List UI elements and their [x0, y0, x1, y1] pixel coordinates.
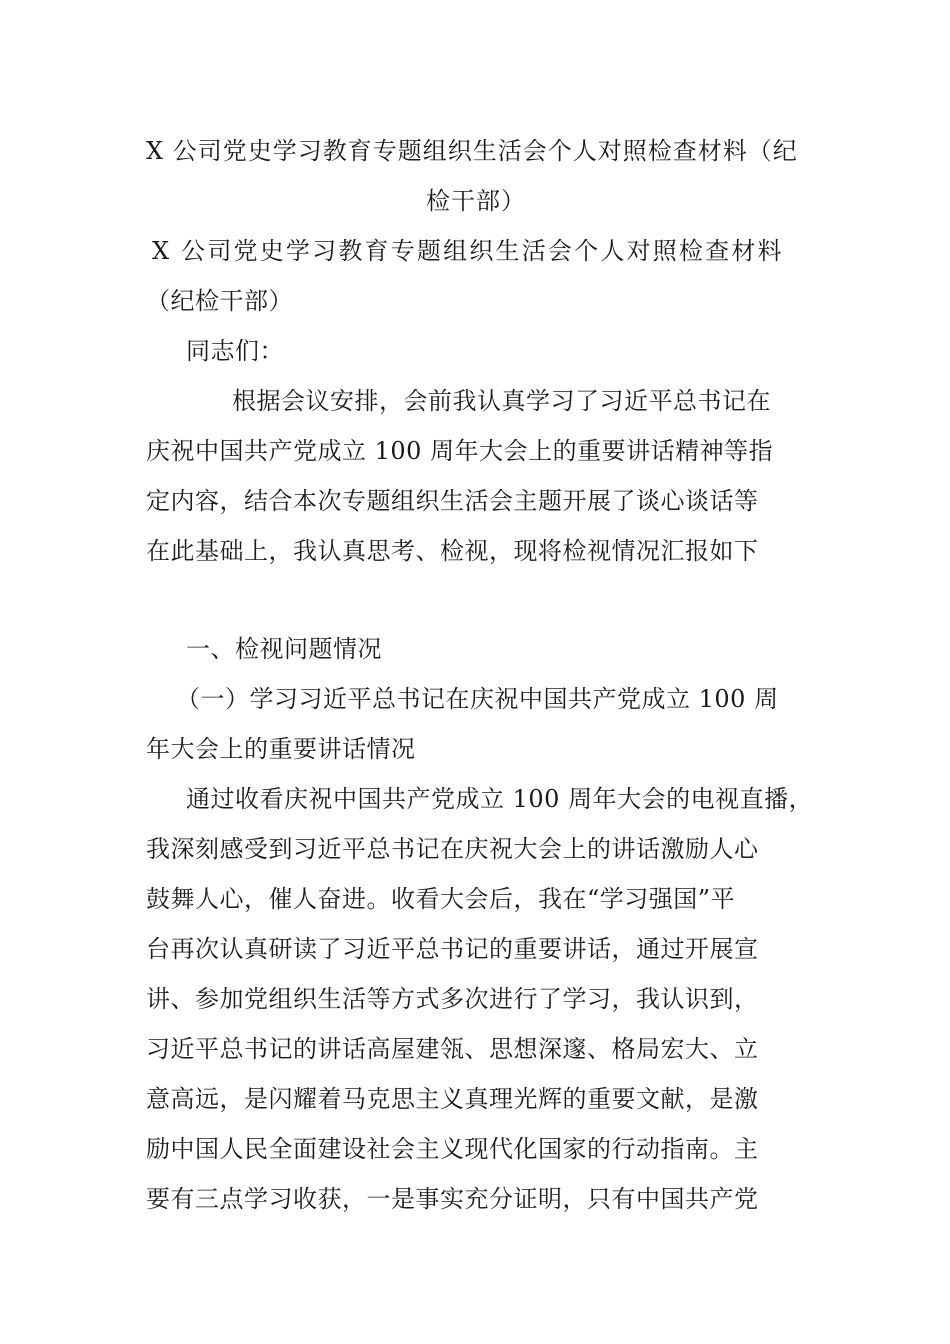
- document-subtitle-line-2: （纪检干部）: [146, 287, 293, 315]
- section-heading-1: 一、检视问题情况: [186, 635, 382, 663]
- salutation: 同志们：: [186, 337, 284, 365]
- subsection-heading-1-line-2: 年大会上的重要讲话情况: [146, 735, 416, 763]
- paragraph-2-line-4: 台再次认真研读了习近平总书记的重要讲话，通过开展宣: [146, 935, 759, 963]
- document-title-line-1: X 公司党史学习教育专题组织生活会个人对照检查材料（纪: [146, 137, 798, 165]
- paragraph-1-line-3: 定内容，结合本次专题组织生活会主题开展了谈心谈话等: [146, 487, 759, 515]
- paragraph-1-line-4: 在此基础上，我认真思考、检视，现将检视情况汇报如下: [146, 537, 759, 565]
- subsection-heading-1-line-1: （一）学习习近平总书记在庆祝中国共产党成立 100 周: [176, 685, 779, 713]
- paragraph-2-line-6: 习近平总书记的讲话高屋建瓴、思想深邃、格局宏大、立: [146, 1035, 759, 1063]
- paragraph-2-line-8: 励中国人民全面建设社会主义现代化国家的行动指南。主: [146, 1135, 759, 1163]
- paragraph-2-line-2: 我深刻感受到习近平总书记在庆祝大会上的讲话激励人心: [146, 835, 759, 863]
- paragraph-2-line-9: 要有三点学习收获，一是事实充分证明，只有中国共产党: [146, 1185, 759, 1213]
- document-title-line-2: 检干部）: [426, 187, 526, 215]
- paragraph-1-line-1: 根据会议安排，会前我认真学习了习近平总书记在: [232, 387, 771, 415]
- paragraph-2-line-3: 鼓舞人心，催人奋进。收看大会后，我在“学习强国”平: [146, 885, 736, 913]
- paragraph-2-line-1: 通过收看庆祝中国共产党成立 100 周年大会的电视直播，: [186, 785, 814, 813]
- paragraph-1-line-2: 庆祝中国共产党成立 100 周年大会上的重要讲话精神等指: [146, 437, 774, 465]
- document-subtitle-line-1: X 公司党史学习教育专题组织生活会个人对照检查材料: [152, 237, 784, 265]
- paragraph-2-line-7: 意高远，是闪耀着马克思主义真理光辉的重要文献，是激: [146, 1085, 759, 1113]
- paragraph-2-line-5: 讲、参加党组织生活等方式多次进行了学习，我认识到，: [146, 985, 759, 1013]
